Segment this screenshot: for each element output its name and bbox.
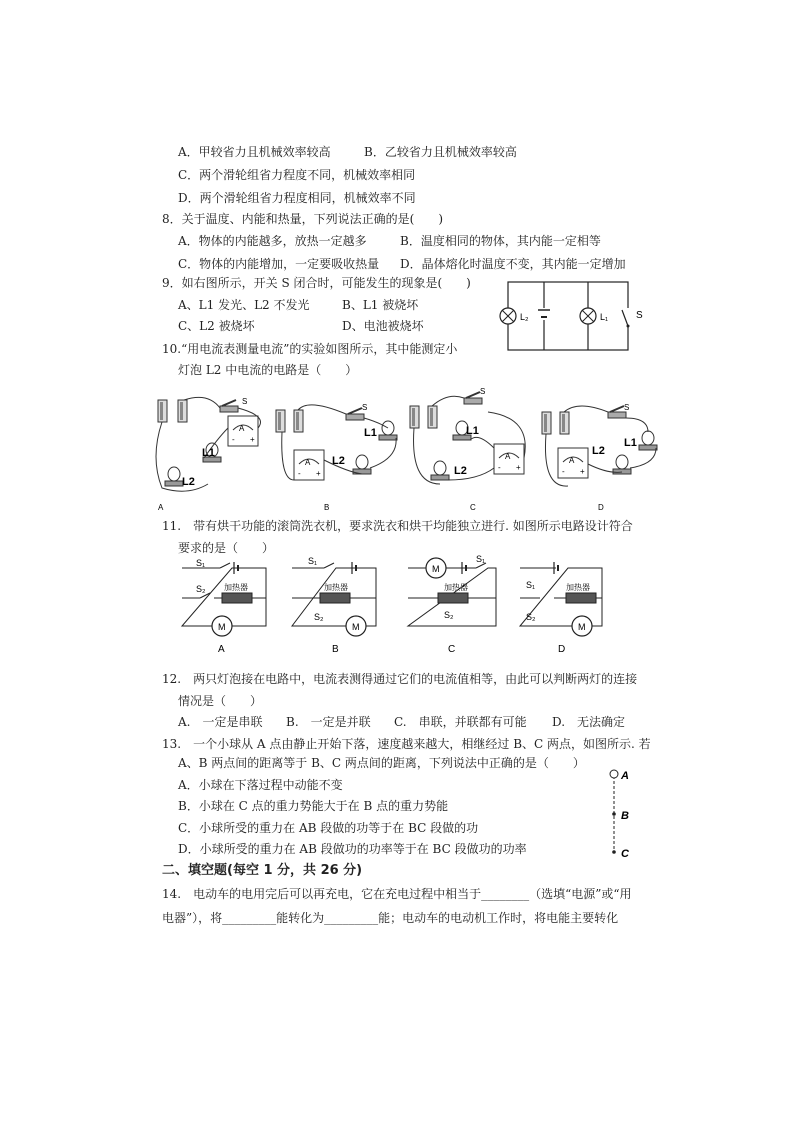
q10-d-l2: L2 [592, 445, 605, 457]
q11-b-s2: S₂ [314, 612, 324, 622]
q10-b-label: B [324, 503, 330, 512]
point-c-label: C [621, 848, 629, 860]
q11-b-heater: 加热器 [324, 583, 348, 592]
point-b-label: B [621, 810, 629, 822]
q11-stem-line1: 11. 带有烘干功能的滚筒洗衣机，要求洗衣和烘干均能独立进行. 如图所示电路设计符合 [162, 519, 633, 533]
q10-figure-c [410, 387, 525, 512]
q11-d-heater: 加热器 [566, 583, 590, 592]
lamp-l2-label: L₂ [520, 312, 529, 322]
q14-line1: 14. 电动车的电用完后可以再充电，它在充电过程中相当于________（选填“电源”或“用 [162, 887, 632, 901]
q10-d-l1: L1 [624, 437, 637, 449]
q10-b-l2: L2 [332, 455, 345, 467]
q11-a-s2: S₂ [196, 584, 206, 594]
q10-circuit-pictures: - + L1 L2 S A L1 L2 S B L1 L2 S C L1 L2 S D [148, 388, 668, 513]
lamp-l2-icon [500, 308, 516, 324]
q10-c-label: C [470, 503, 476, 512]
q9-option-d: D、电池被烧坏 [342, 319, 424, 333]
q13-option-d: D．小球所受的重力在 AB 段做功的功率等于在 BC 段做功的功率 [178, 842, 527, 856]
q9-stem: 9．如右图所示，开关 S 闭合时，可能发生的现象是( ) [162, 276, 471, 290]
q10-b-l1: L1 [364, 427, 377, 439]
q11-circuit-diagrams [176, 556, 606, 656]
switch-label: S [636, 310, 643, 321]
lamp-l1-label: L₁ [600, 312, 609, 322]
q7-option-b: B．乙较省力且机械效率较高 [364, 145, 517, 159]
q11-label-a: A [218, 644, 225, 655]
q11-b-motor: M [352, 622, 360, 632]
q13-option-a: A．小球在下落过程中动能不变 [178, 778, 343, 792]
q11-stem-line2: 要求的是（ ） [178, 541, 275, 555]
q11-b-s1: S₁ [308, 556, 318, 566]
q10-figure-a [156, 397, 261, 512]
q8-option-b: B．温度相同的物体，其内能一定相等 [400, 234, 601, 248]
q12-stem-line1: 12. 两只灯泡接在电路中，电流表测得通过它们的电流值相等，由此可以判断两灯的连接 [162, 672, 638, 686]
q9-option-a: A、L1 发光、L2 不发光 [178, 298, 310, 312]
q11-label-b: B [332, 644, 339, 655]
q8-option-a: A．物体的内能越多，放热一定越多 [178, 234, 367, 248]
q10-c-s: S [480, 387, 486, 396]
q13-option-c: C．小球所受的重力在 AB 段做的功等于在 BC 段做的功 [178, 821, 479, 835]
q10-d-s: S [624, 403, 630, 412]
q9-circuit-diagram [496, 280, 643, 355]
q11-a-motor: M [218, 622, 226, 632]
q11-d-s1: S₁ [526, 580, 536, 590]
q7-option-d: D．两个滑轮组省力程度相同，机械效率不同 [178, 191, 416, 205]
q10-a-l1: L1 [202, 447, 215, 459]
q11-d-s2: S₂ [526, 612, 536, 622]
q11-a-heater: 加热器 [224, 583, 248, 592]
point-a-label: A [621, 770, 629, 782]
q12-option-d: D. 无法确定 [552, 715, 626, 729]
q8-option-c: C．物体的内能增加，一定要吸收热量 [178, 257, 380, 271]
q11-a-s1: S₁ [196, 558, 206, 568]
q12-option-a: A. 一定是串联 [178, 715, 263, 729]
q11-c-heater: 加热器 [444, 583, 468, 592]
q10-c-l2: L2 [454, 465, 467, 477]
q12-option-c: C. 串联，并联都有可能 [394, 715, 527, 729]
q10-d-label: D [598, 503, 604, 512]
q7-option-c: C．两个滑轮组省力程度不同，机械效率相同 [178, 168, 416, 182]
battery-icon [537, 308, 551, 320]
q11-label-c: C [448, 644, 456, 655]
q11-d-motor: M [578, 622, 586, 632]
q8-option-d: D．晶体熔化时温度不变，其内能一定增加 [400, 257, 626, 271]
q13-stem-line2: A、B 两点间的距离等于 B、C 两点间的距离，下列说法中正确的是（ ） [178, 756, 585, 770]
q9-option-c: C、L2 被烧坏 [178, 319, 255, 333]
q11-c-s1: S₁ [476, 554, 486, 564]
q13-option-b: B．小球在 C 点的重力势能大于在 B 点的重力势能 [178, 799, 449, 813]
q9-option-b: B、L1 被烧坏 [342, 298, 419, 312]
q11-label-d: D [558, 644, 566, 655]
section-heading-fill-in: 二、填空题(每空 1 分，共 26 分) [162, 863, 363, 878]
q8-stem: 8．关于温度、内能和热量，下列说法正确的是( ) [162, 212, 444, 226]
q10-figure-b [276, 403, 397, 512]
q10-a-l2: L2 [182, 476, 195, 488]
q13-stem-line1: 13. 一个小球从 A 点由静止开始下落，速度越来越大，相继经过 B、C 两点，如图所示. 若 [162, 737, 651, 751]
switch-icon [622, 308, 632, 328]
q10-figure-d [542, 403, 657, 512]
q7-option-a: A．甲较省力且机械效率较高 [178, 145, 331, 159]
lamp-l1-icon [580, 308, 596, 324]
q10-c-l1: L1 [466, 425, 479, 437]
q10-stem-line1: 10.“用电流表测量电流”的实验如图所示，其中能测定小 [162, 342, 458, 356]
q10-a-label: A [158, 503, 164, 512]
q10-stem-line2: 灯泡 L2 中电流的电路是（ ） [178, 363, 358, 377]
q12-stem-line2: 情况是（ ） [178, 694, 263, 708]
q13-falling-ball-figure [606, 768, 636, 860]
q14-line2: 电器”），将_________能转化为_________能；电动车的电动机工作时，将电能主要转化 [162, 911, 619, 925]
q11-c-motor: M [432, 564, 440, 574]
q12-option-b: B. 一定是并联 [286, 715, 371, 729]
q11-c-s2: S₂ [444, 610, 454, 620]
q10-b-s: S [362, 403, 368, 412]
q10-a-s: S [242, 397, 248, 406]
